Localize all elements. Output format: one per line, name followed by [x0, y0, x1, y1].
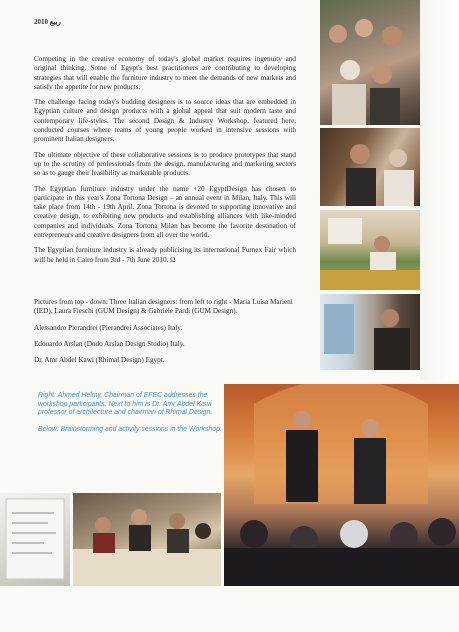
photo-captions: [34, 298, 296, 372]
photo-whiteboard: [0, 493, 70, 586]
photo-figures: [0, 493, 70, 586]
photo-figures: [320, 128, 420, 206]
article-paragraph: Competing in the creative economy of today's global market requires ingenuity and original thinking. Some of Egypt's best practitioners are contributing to developing strategies that will enable the furniture industry to meet the demands of new markets and satisfy the appetite for new products.: [34, 55, 296, 91]
photo-pierandrei: [320, 128, 420, 206]
photo-arslan: [320, 210, 420, 290]
caption-line: Edouardo Arslan (Dodo Arslan Design Studio) Italy.: [34, 339, 185, 348]
article-paragraph: The Egyptian furniture industry under the name +20 EgyptDesign has chosen to participate in this year's Zona Tortona Design – an annual event in Milan, Italy. This will take place from 14th - 19th April. Zona Tortona is devoted to supporting innovative and creative design, to exhibiting new products and establishing alliances with like-minded companies and individuals. Zona Tortona Milan has become the favorite destination of entrepreneurs and creative designers from all over the world.: [34, 184, 296, 240]
photo-helmy-address: [224, 384, 459, 586]
photo-brainstorming: [73, 493, 221, 586]
group-photo-designers: [320, 0, 420, 125]
page-header-left: 2010 ربيع: [34, 18, 61, 26]
page-edge: [420, 0, 459, 380]
photo-figures: [320, 294, 420, 370]
blue-caption-right: Right: Ahmed Helmy, Chairman of EFEC addresses the workshop participants. Next to him is Dr. Amr Abdel Kawi professor of architecture and chairman of Rhimal Design.: [38, 392, 213, 417]
photo-abdel-kawi: [320, 294, 420, 370]
caption-line: Alessandro Pierandrei (Pierandrei Associates) Italy.: [34, 323, 183, 332]
article-paragraph: The Egyptian furniture industry is already publicising its international Furnex Fair which will be held in Cairo from 3rd - 7th June 2010. Ω: [34, 246, 296, 264]
photo-figures: [73, 493, 221, 586]
photo-figures: [224, 384, 459, 586]
caption-line: Pictures from top - down: Three Italian designers: from left to right - Maria Luisa Marieni (IED), Laura Fieschi (GUM Design) & Gabriele Pardi (GUM Design).: [34, 298, 293, 316]
caption-line: Dr. Amr Abdel Kawi (Rhimal Design) Egypt.: [34, 356, 165, 365]
blue-caption-below: Below: Brainstorming and activity sessions in the Workshop.: [38, 425, 222, 433]
article-paragraph: The challenge facing today's budding designers is to source ideas that are embedded in Egyptian culture and design products with a global appeal that suit modern taste and contemporary life-styles. The second Design & Industry Workshop, featured here, conducted courses where teams of young people worked in intensive sessions with prominent Italian designers.: [34, 98, 296, 144]
photo-figures: [320, 0, 420, 125]
photo-figures: [320, 210, 420, 290]
article-paragraph: The ultimate objective of these collaborative sessions is to produce prototypes that stand up to the scrutiny of professionals from the design, manufacturing and marketing sectors so as to gauge their feasibility as marketable products.: [34, 150, 296, 178]
article-body: [34, 55, 296, 271]
blue-captions: [38, 392, 223, 442]
